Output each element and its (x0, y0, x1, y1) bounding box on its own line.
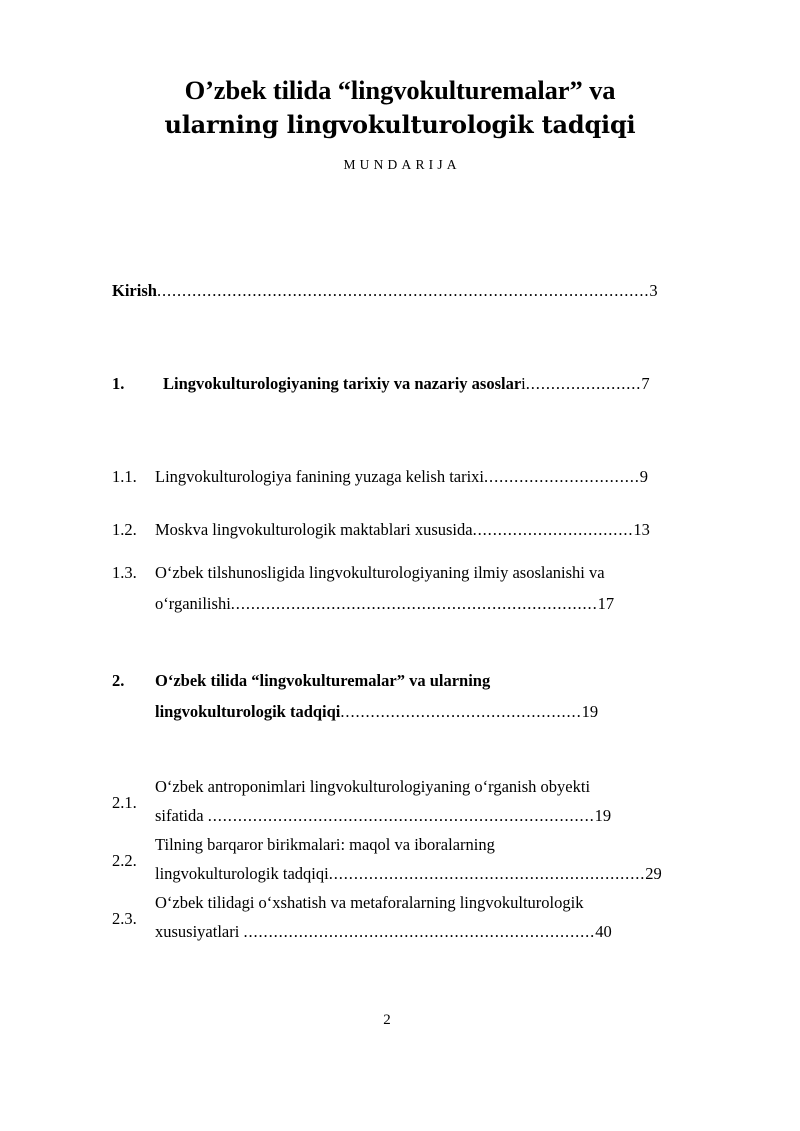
toc-entry-number: 2.2. (112, 850, 137, 870)
spacer (112, 492, 698, 514)
leader-dots: .................................................................................................. (156, 281, 650, 300)
page-title-line-1: O’zbek tilida “lingvokulturemalar” va (184, 75, 616, 105)
spacer (112, 727, 698, 773)
leader-dots: ............................................................... (328, 864, 646, 883)
toc-page-number: 13 (633, 520, 650, 539)
leader-dots: ......................................................................... (230, 594, 598, 613)
spacer (112, 619, 698, 665)
leader-dots: ...................................................................... (243, 922, 596, 941)
toc-page-number: 3 (649, 281, 658, 300)
toc-entry-label-line-1: O‘zbek antroponimlari lingvokulturologiyaning o‘rganish obyekti (155, 777, 591, 796)
page-folio-number: 2 (383, 1012, 391, 1028)
toc-entry-label-line-1: O‘zbek tilidagi o‘xshatish va metaforalarning lingvokulturologik (155, 893, 584, 912)
leader-dots: ............................................................................. (207, 806, 595, 825)
spacer (112, 399, 698, 461)
toc-entry-1-1[interactable] (112, 461, 698, 492)
page-folio (0, 1012, 800, 1029)
toc-entry-label-line-1: Tilning barqaror birikmalari: maqol va iboralarning (155, 835, 495, 854)
toc-page-number: 19 (594, 806, 612, 825)
leader-dots: ................................ (472, 520, 634, 539)
table-of-contents (112, 275, 698, 947)
page-subtitle: MUNDARIJA (343, 157, 461, 172)
toc-entry-label-line-2: lingvokulturologik tadqiqi (155, 702, 341, 721)
toc-entry-label-line-1: O‘zbek tilida “lingvokulturemalar” va ularning (155, 671, 491, 690)
toc-page-number: 7 (641, 374, 650, 393)
toc-entry-label-line-2: lingvokulturologik tadqiqi (155, 864, 329, 883)
toc-page-number: 29 (645, 864, 662, 883)
toc-entry-number: 2.1. (112, 792, 137, 812)
toc-entry-label-tail: i (521, 374, 526, 393)
toc-entry-number: 1.1. (112, 467, 137, 486)
toc-entry-label-line-2: o‘rganilishi (155, 594, 231, 613)
toc-page-number: 17 (597, 594, 615, 613)
toc-entry-number: 2. (112, 671, 125, 690)
toc-entry-label-line-1: O‘zbek tilshunosligida lingvokulturologiyaning ilmiy asoslanishi va (155, 563, 605, 582)
toc-entry-2-1[interactable] (112, 773, 698, 831)
toc-page-number: 40 (595, 922, 612, 941)
toc-page-number: 19 (581, 702, 599, 721)
toc-entry-number: 1.3. (112, 563, 137, 582)
toc-entry-2-3[interactable] (112, 889, 698, 947)
toc-entry-1-2[interactable] (112, 514, 698, 545)
toc-entry-label: Lingvokulturologiyaning tarixiy va nazariy asoslar (163, 374, 522, 393)
spacer (112, 306, 698, 368)
toc-entry-number: 1. (112, 374, 125, 393)
toc-entry-number: 2.3. (112, 908, 137, 928)
toc-page-number: 9 (639, 467, 649, 486)
toc-entry-chapter-1[interactable] (112, 368, 698, 399)
toc-entry-2-2[interactable] (112, 831, 698, 889)
toc-entry-label: Kirish (112, 281, 157, 300)
toc-entry-label: Lingvokulturologiya fanining yuzaga kelish tarixi (155, 467, 485, 486)
toc-entry-kirish[interactable] (112, 275, 698, 306)
toc-entry-label-line-2: sifatida (155, 806, 208, 825)
toc-entry-1-3[interactable] (112, 557, 698, 619)
toc-entry-label-line-2: xususiyatlari (155, 922, 244, 941)
leader-dots: ............................... (484, 467, 640, 486)
leader-dots: ....................... (525, 374, 642, 393)
title-block (100, 72, 700, 173)
toc-entry-label: Moskva lingvokulturologik maktablari xususida (155, 520, 473, 539)
page-title-line-2: ularning lingvokulturologik tadqiqi (164, 110, 636, 139)
toc-entry-chapter-2[interactable] (112, 665, 698, 727)
spacer (112, 545, 698, 557)
toc-entry-number: 1.2. (112, 520, 137, 539)
leader-dots: ................................................ (340, 702, 582, 721)
